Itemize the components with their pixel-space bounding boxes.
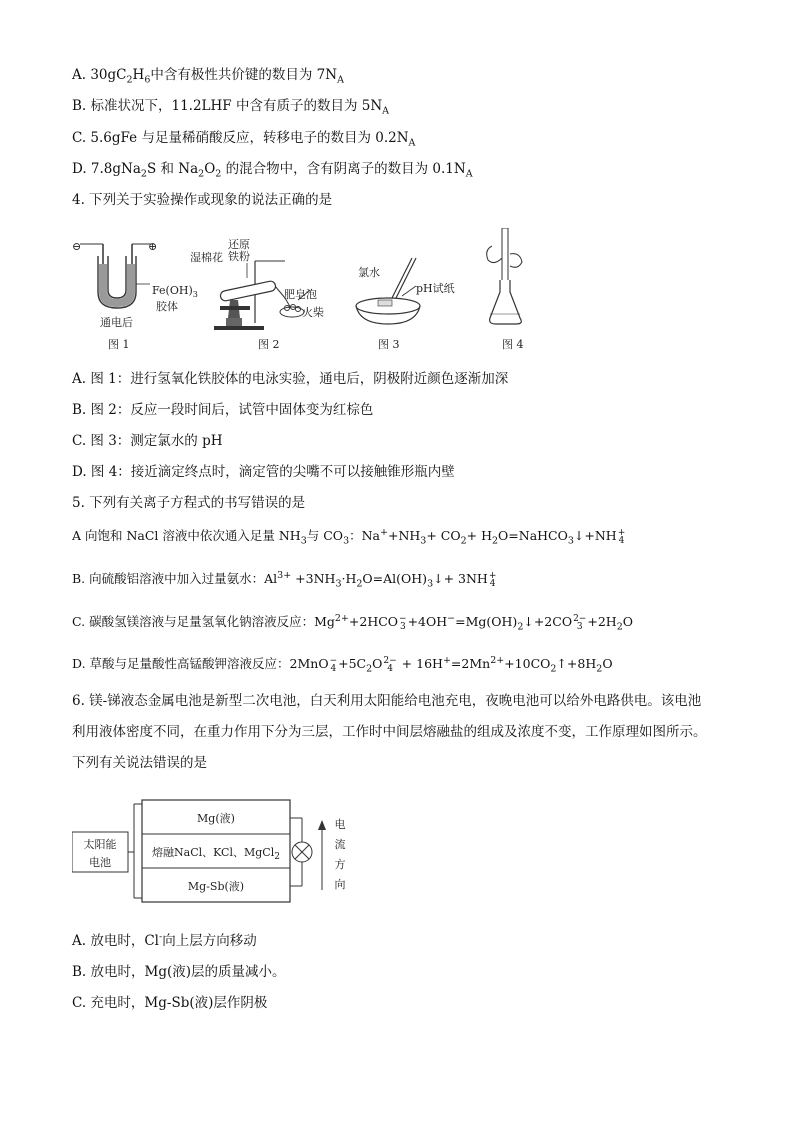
q6-stem-line1: 6. 镁-锑液态金属电池是新型二次电池，白天利用太阳能给电池充电，夜晚电池可以给外电路供电。该电池 [72,693,702,709]
q6-option-a: A. 放电时，Cl-向上层方向移动 [72,931,257,949]
layer-bottom-label: Mg-Sb(液) [187,880,245,893]
fig2-iron-label2: 铁粉 [228,250,250,263]
solar-panel-label2: 电池 [89,856,111,869]
q4-option-b: B. 图 2：反应一段时间后，试管中固体变为红棕色 [72,402,374,418]
q4-option-a: A. 图 1：进行氢氧化铁胶体的电泳实验，通电后，阴极附近颜色逐渐加深 [72,371,509,387]
q4-figures [70,228,540,358]
q5-stem: 5. 下列有关离子方程式的书写错误的是 [72,495,306,511]
fig4-caption: 图 4 [502,338,524,351]
q3-option-b: B. 标准状况下，11.2LHF 中含有质子的数目为 $5N_A$ [72,98,390,117]
fig1-colloid-label2: 胶体 [156,300,178,313]
q3-option-c: C. 5.6gFe 与足量稀硝酸反应，转移电子的数目为 $0.2N_A$ [72,130,416,149]
q4-option-c: C. 图 3：测定氯水的 pH [72,433,223,449]
fig2-iron-label1: 还原 [228,238,250,251]
q6-stem-line3: 下列有关说法错误的是 [72,755,207,771]
fig3-apparatus [356,258,455,351]
fig3-paper-label: pH试纸 [416,282,455,295]
fig1-u-tube [72,240,198,351]
q3-option-d: D. 7.8gNa$_2$S 和 $Na_2O_2$ 的混合物中，含有阴离子的数目为 $0.1N_A$ [72,161,473,180]
q5-option-c: C. 碳酸氢镁溶液与足量氢氧化钠溶液反应：$Mg^{2+}+2HCO$ − 3 $+4OH^-=Mg(OH)_2↓+2CO$ 2− 3 $+2H_2O$ [72,612,633,633]
layer-mid-label: 熔融NaCl、KCl、MgCl$_2$ [152,846,280,862]
current-arrow-icon [318,820,326,890]
q4-option-d: D. 图 4：接近滴定终点时，滴定管的尖嘴不可以接触锥形瓶内壁 [72,464,455,480]
fig1-caption: 图 1 [108,338,130,351]
q6-stem-line2: 利用液体密度不同，在重力作用下分为三层，工作时中间层熔融盐的组成及浓度不变，工作原理如图所示。 [72,724,707,740]
fig2-match-label: 火柴 [302,306,324,319]
current-label-2: 流 [334,838,346,851]
fig3-caption: 图 3 [378,338,400,351]
fig1-colloid-label: $Fe(OH)_3$ [152,284,198,299]
q5-option-d: D. 草酸与足量酸性高锰酸钾溶液反应：2MnO − 4 $+5C_2O$ 2− 4 + $16H^+=2Mn^{2+}+10CO_2↑+8H_2O$ [72,654,613,675]
current-label-4: 向 [334,878,346,891]
current-label-1: 电 [334,818,346,831]
layer-top-label: Mg(液) [197,812,235,825]
fig1-plus-icon: ⊕ [148,240,158,253]
lamp-icon [292,842,312,862]
q6-battery-diagram [72,798,362,906]
fig2-soap-label: 肥皂泡 [284,288,317,301]
q6-option-b: B. 放电时，Mg(液)层的质量减小。 [72,964,286,980]
fig1-after-power-label: 通电后 [100,316,133,329]
q5-option-a: A 向饱和 NaCl 溶液中依次通入足量 $NH_3$与 $CO_3$：$Na^++NH_3+ CO_2+$ $H_2O=NaHCO_3↓+NH$ + 4 [72,526,626,547]
fig3-water-label: 氯水 [358,266,380,279]
solar-panel-label1: 太阳能 [83,838,117,851]
fig2-apparatus [190,238,324,351]
fig4-apparatus [487,228,524,351]
q5-option-b: B. 向硫酸铝溶液中加入过量氨水：$Al^{3+}$ $+3NH_3\cdot H_2O=Al(OH)_3↓+ 3NH$ + 4 [72,569,497,590]
q4-stem: 4. 下列关于实验操作或现象的说法正确的是 [72,192,333,208]
current-label-3: 方 [334,858,346,871]
fig2-caption: 图 2 [258,338,280,351]
fig1-minus-icon: ⊖ [72,240,82,253]
fig2-cotton-label: 湿棉花 [190,251,223,264]
q6-option-c: C. 充电时，Mg-Sb(液)层作阴极 [72,995,268,1011]
q3-option-a: A. $30gC_2H_6$中含有极性共价键的数目为 $7N_A$ [72,67,344,86]
